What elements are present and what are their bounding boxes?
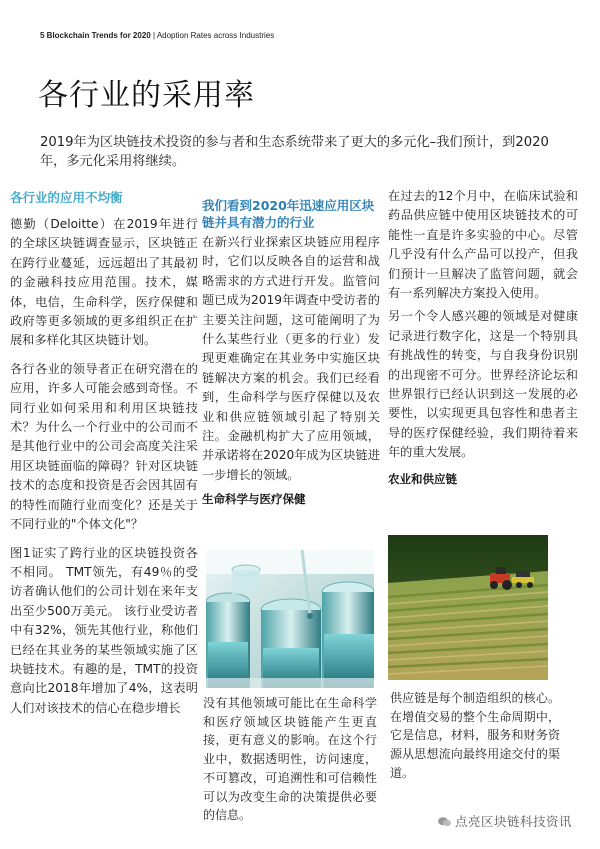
paragraph-life-sciences: 没有其他领域可能比在生命科学和医疗领域区块链能产生更直接，更有意义的影响。在这个行业中，数据透明性，访问速度，不可篡改，可追溯性和可信赖性可以为改变生命的决策提供必要的信息。 [203, 696, 377, 823]
caption-life-sciences-wrap [203, 694, 377, 825]
header-separator: | [150, 31, 157, 40]
lab-glassware-photo [206, 550, 374, 688]
watermark-text: 点亮区块链科技资讯 [455, 815, 573, 829]
paragraph-emerging-industries: 在新兴行业探索区块链应用程序时，它们以反映各自的运营和战略需求的方式进行开发。监管问题已成为2019年调查中受访者的主要关注问题，这可能阐明了为什么某些行业（更多的行业）发现更难确定在其业务中实施区块链解决方案的机会。我们已经看到，生命科学与医疗保健以及农业和供应链领域引起了特别关注。金融机构扩大了应用领域，并承诺将在2020年成为区块链进一步增长的领域。 [202, 235, 380, 482]
watermark [438, 812, 572, 830]
paragraph-industry-leaders: 各行各业的领导者正在研究潜在的应用，许多人可能会感到奇怪。不同行业如何采用和利用区块链技术？为什么一个行业中的公司而不是其他行业中的公司会高度关注采用区块链面临的障碍？针对区块链技术的态度和投资是否会因其固有的特性而随行业而变化？还是关于不同行业的"个体文化"？ [10, 361, 198, 532]
running-header [40, 31, 274, 40]
wechat-icon [438, 816, 451, 826]
caption-supply-chain-wrap [390, 689, 560, 783]
paragraph-health-records: 另一个令人感兴趣的领域是对健康记录进行数字化，这是一个特别具有挑战性的转变，与自我身份识别的出现密不可分。世界经济论坛和世界银行已经认识到这一发展的必要性，以实现更具包容性和患者主导的医疗保健经验，我们期待着来年的重大发展。 [388, 309, 578, 460]
paragraph-deloitte-survey: 德勤（Deloitte）在2019年进行的全球区块链调查显示，区块链正在跨行业蔓延，远远超出了其最初的金融科技应用范围。技术，媒体，电信，生命科学，医疗保健和政府等更多领域的更多组织正在扩展和多样化其区块链计划。 [10, 217, 198, 348]
section-heading-uneven-adoption: 各行业的应用不均衡 [10, 190, 123, 205]
column-middle [202, 197, 380, 507]
column-left [10, 190, 198, 718]
paragraph-figure-1: 图1证实了跨行业的区块链投资各不相同。 TMT领先，有49％的受访者确认他们的公司计划在来年支出至少500万美元。 该行业受访者中有32%，领先其他行业，称他们已经在其业务的某些领域实施了区块链技术。有趣的是，TMT的投资意向比2018年增加了4%，这表明人们对该技术的信心在稳步增长 [10, 545, 198, 715]
report-title: 5 Blockchain Trends for 2020 [40, 31, 151, 40]
page-title: 各行业的采用率 [38, 78, 255, 113]
paragraph-clinical-trials: 在过去的12个月中，在临床试验和药品供应链中使用区块链技术的可能性一直是许多实验的中心。尽管几乎没有什么产品可以投产，但我们预计一旦解决了监管问题，就会有一系列解决方案投入使用。 [388, 189, 578, 301]
intro-paragraph: 2019年为区块链技术投资的参与者和生态系统带来了更大的多元化–我们预计，到2020年，多元化采用将继续。 [40, 135, 549, 169]
subheading-agriculture: 农业和供应链 [388, 471, 457, 486]
column-right [388, 187, 578, 487]
paragraph-supply-chain: 供应链是每个制造组织的核心。在增值交易的整个生命周期中，它是信息，材料，服务和财务资源从思想流向最终用途交付的渠道。 [390, 691, 560, 780]
subheading-life-sciences: 生命科学与医疗保健 [202, 492, 306, 507]
header-section: Adoption Rates across Industries [156, 31, 275, 40]
section-heading-2020-industries: 我们看到2020年迅速应用区块链并具有潜力的行业 [202, 198, 375, 230]
farm-field-photo [388, 535, 548, 680]
